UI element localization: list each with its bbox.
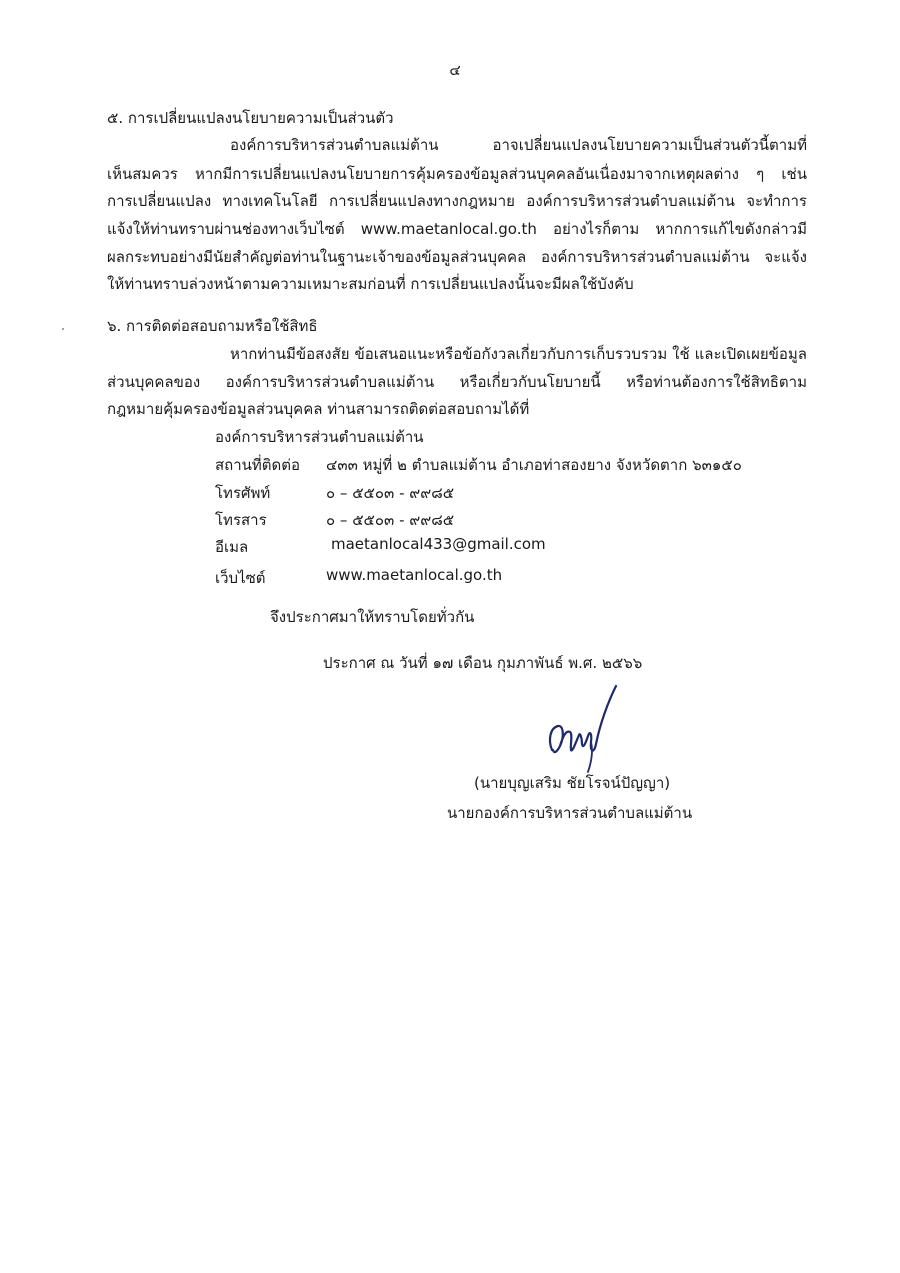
fax-label: โทรสาร (215, 511, 267, 529)
email-label: อีเมล (215, 538, 249, 556)
scan-speck (62, 328, 64, 330)
website-label: เว็บไซต์ (215, 569, 266, 587)
signatory-position: นายกองค์การบริหารส่วนตำบลแม่ต้าน (447, 804, 693, 822)
phone-label: โทรศัพท์ (215, 484, 271, 502)
section6-line: กฎหมายคุ้มครองข้อมูลส่วนบุคคล ท่านสามารถติดต่อสอบถามได้ที่ (107, 400, 530, 418)
section6-line: ส่วนบุคคลของ องค์การบริหารส่วนตำบลแม่ต้าน หรือเกี่ยวกับนโยบายนี้ หรือท่านต้องการใช้สิทธิตาม (107, 373, 807, 391)
signatory-name: (นายบุญเสริม ชัยโรจน์ปัญญา) (474, 774, 671, 792)
website-value: www.maetanlocal.go.th (326, 566, 503, 584)
section5-line: แจ้งให้ท่านทราบผ่านช่องทางเว็บไซต์ www.maetanlocal.go.th อย่างไรก็ตาม หากการแก้ไขดังกล่าวมี (107, 220, 807, 238)
address-label: สถานที่ติดต่อ (215, 456, 301, 474)
section5-line: เห็นสมควร หากมีการเปลี่ยนแปลงนโยบายการคุ้มครองข้อมูลส่วนบุคคลอันเนื่องมาจากเหตุผลต่าง ๆ เช่น (107, 165, 807, 183)
phone-value: ๐ – ๕๕๐๓ - ๙๙๘๕ (326, 484, 455, 502)
handwritten-signature (530, 680, 630, 775)
email-value: maetanlocal433@gmail.com (331, 535, 546, 553)
section5-line: ให้ท่านทราบล่วงหน้าตามความเหมาะสมก่อนที่ การเปลี่ยนแปลงนั้นจะมีผลใช้บังคับ (107, 275, 634, 293)
section6-heading: ๖. การติดต่อสอบถามหรือใช้สิทธิ (107, 317, 318, 335)
section5-line: การเปลี่ยนแปลง ทางเทคโนโลยี การเปลี่ยนแปลงทางกฎหมาย องค์การบริหารส่วนตำบลแม่ต้าน จะทำการ (107, 192, 807, 210)
page-number: ๔ (449, 61, 461, 79)
section6-line: หากท่านมีข้อสงสัย ข้อเสนอแนะหรือข้อกังวลเกี่ยวกับการเก็บรวบรวม ใช้ และเปิดเผยข้อมูล (230, 345, 807, 363)
address-value: ๔๓๓ หมู่ที่ ๒ ตำบลแม่ต้าน อำเภอท่าสองยาง จังหวัดตาก ๖๓๑๕๐ (326, 456, 742, 474)
section5-line: องค์การบริหารส่วนตำบลแม่ต้าน อาจเปลี่ยนแปลงนโยบายความเป็นส่วนตัวนี้ตามที่ (230, 136, 807, 154)
contact-org: องค์การบริหารส่วนตำบลแม่ต้าน (215, 428, 424, 446)
announcement-date: ประกาศ ณ วันที่ ๑๗ เดือน กุมภาพันธ์ พ.ศ. ๒๕๖๖ (323, 654, 643, 672)
fax-value: ๐ – ๕๕๐๓ - ๙๙๘๕ (326, 511, 455, 529)
section5-heading: ๕. การเปลี่ยนแปลงนโยบายความเป็นส่วนตัว (107, 109, 394, 127)
announcement-text: จึงประกาศมาให้ทราบโดยทั่วกัน (270, 608, 475, 626)
section5-line: ผลกระทบอย่างมีนัยสำคัญต่อท่านในฐานะเจ้าของข้อมูลส่วนบุคคล องค์การบริหารส่วนตำบลแม่ต้าน จะแจ้ง (107, 248, 807, 266)
